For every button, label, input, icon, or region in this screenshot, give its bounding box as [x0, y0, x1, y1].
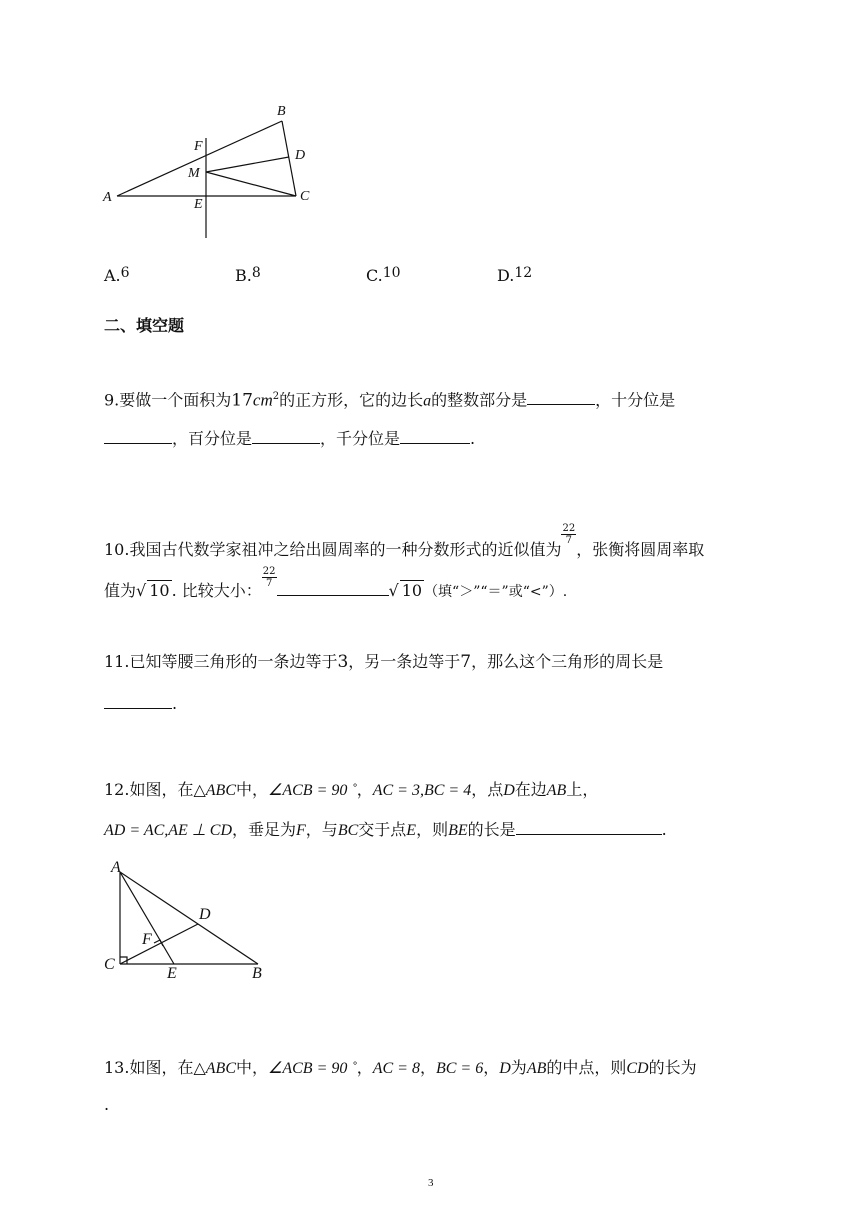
- section-title: 二、填空题: [104, 316, 185, 335]
- label-d: D: [199, 906, 211, 923]
- answer-blank[interactable]: [252, 427, 320, 444]
- answer-blank[interactable]: [277, 579, 389, 596]
- answer-blank[interactable]: [516, 818, 662, 835]
- sqrt-sign: √: [136, 581, 147, 600]
- segment-bc: [282, 121, 296, 196]
- label-a: A: [103, 190, 112, 205]
- label-e: E: [167, 965, 177, 982]
- label-c: C: [104, 956, 115, 973]
- question-9-line-1: 9.要做一个面积为$17cm^2$的正方形，它的边长a的整数部分是 ，十分位是: [104, 390, 676, 411]
- answer-blank[interactable]: [104, 427, 172, 444]
- question-12-line-2: AD = AC,AE ⊥ CD，垂足为F，与BC交于点E，则BE的长是 .: [104, 820, 667, 839]
- label-c: C: [300, 189, 310, 204]
- figure-1: [95, 100, 325, 245]
- question-11-line-2: .: [104, 692, 177, 714]
- option-b: B.8: [235, 265, 261, 285]
- segment-ab: [117, 121, 282, 196]
- sqrt-sign: √: [388, 581, 399, 600]
- label-f: F: [194, 139, 203, 154]
- question-13-line-2: .: [104, 1095, 110, 1114]
- right-angle-mark-f: [154, 940, 163, 946]
- fraction-22-7: $\frac{22}{7}$: [562, 523, 576, 546]
- question-13-line-1: 13.如图，在△ABC中，∠ACB = 90 ˚，AC = 8，BC = 6，D为AB的中点，则CD的长为: [104, 1058, 697, 1077]
- label-e: E: [194, 197, 203, 212]
- label-m: M: [188, 166, 200, 181]
- label-b: B: [252, 965, 262, 982]
- label-f: F: [142, 931, 152, 948]
- segment-md: [206, 157, 289, 172]
- answer-blank[interactable]: [400, 427, 470, 444]
- option-c: C.10: [366, 265, 401, 285]
- label-b: B: [277, 104, 286, 119]
- question-10-line-2: 值为√ 10 . 比较大小： $\frac{22}{7}$ √ 10 （填“＞”“＝”或“<”）.: [104, 566, 568, 600]
- label-a: A: [111, 859, 121, 876]
- fraction-22-7: $\frac{22}{7}$: [262, 566, 276, 589]
- page-number: 3: [428, 1177, 434, 1189]
- segment-cd: [120, 924, 198, 964]
- segment-mc: [206, 172, 296, 196]
- question-10-line-1: 10.我国古代数学家祖冲之给出圆周率的一种分数形式的近似值为 $\frac{22}{7}$ ，张衡将圆周率取: [104, 523, 705, 559]
- option-d: D.12: [497, 265, 533, 285]
- answer-blank[interactable]: [104, 692, 172, 709]
- figure-2: [100, 860, 270, 985]
- answer-blank[interactable]: [527, 388, 595, 405]
- question-12-line-1: 12.如图，在△ABC中，∠ACB = 90 ˚，AC = 3,BC = 4，点D在边AB上，: [104, 780, 599, 799]
- option-a: A.6: [104, 265, 130, 285]
- segment-ab: [120, 872, 258, 964]
- question-9-line-2: ，百分位是 ，千分位是 .: [104, 427, 475, 449]
- label-d: D: [295, 148, 306, 163]
- question-11-line-1: 11.已知等腰三角形的一条边等于3，另一条边等于7，那么这个三角形的周长是: [104, 652, 664, 672]
